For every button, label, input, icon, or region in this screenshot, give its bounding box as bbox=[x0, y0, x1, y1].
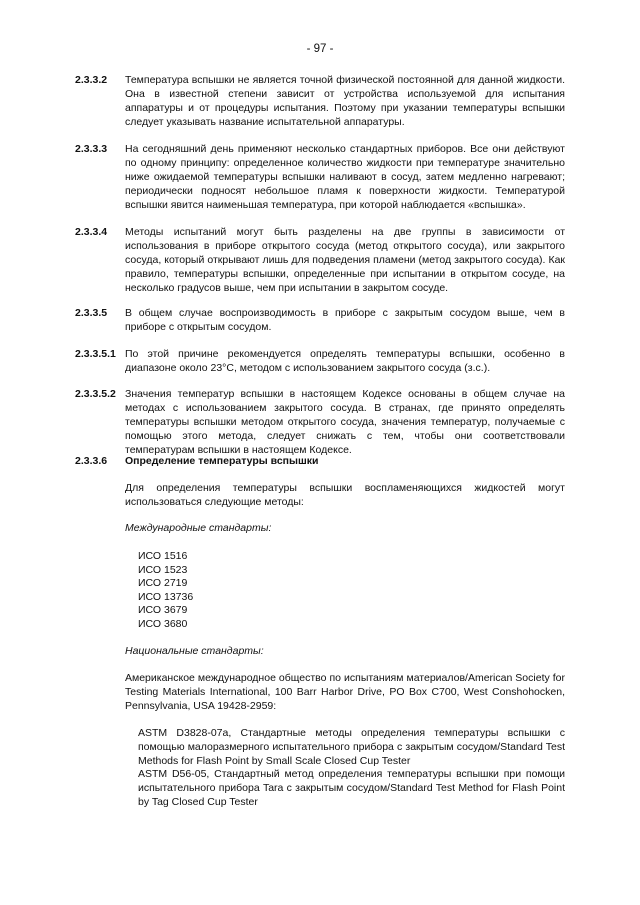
paragraph-number: 2.3.3.2 bbox=[75, 74, 108, 86]
paragraph-number: 2.3.3.5 bbox=[75, 307, 108, 319]
section-heading: Определение температуры вспышки bbox=[125, 455, 319, 467]
astm-organization: Американское международное общество по испытаниям материалов/American Society for Testing Materials International, 100 Barr Harbor Drive, PO Box C700, West Conshohocken, Pennsylvania, USA 19428-2959: bbox=[125, 672, 565, 712]
paragraph-text: На сегодняшний день применяют несколько стандартных приборов. Все они действуют по одному принципу: определенное количество жидкости при температуре значительно ниже ожидаемой температуры вспышки наливают в сосуд, затем медленно нагревают; периодически подносят небольшое пламя к поверхности жидкости. Температурой вспышки явится наименьшая температура, при которой наблюдается «вспышка». bbox=[125, 143, 565, 211]
iso-standard-item: ИСО 3680 bbox=[138, 618, 188, 630]
paragraph-number: 2.3.3.5.1 bbox=[75, 348, 116, 360]
paragraph-number: 2.3.3.4 bbox=[75, 226, 108, 238]
paragraph-text: Значения температур вспышки в настоящем Кодексе основаны в общем случае на методах с использованием закрытого сосуда. В странах, где принято определять температуры вспышки методом открытого сосуда, значения температур, получаемые с помощью этого метода, следует снижать с тем, чтобы они соответствовали температурам вспышки в настоящем Кодексе. bbox=[125, 388, 565, 456]
iso-standard-item: ИСО 1516 bbox=[138, 550, 188, 562]
international-standards-label: Международные стандарты: bbox=[125, 522, 272, 534]
section-number: 2.3.3.6 bbox=[75, 455, 108, 467]
paragraph-text: Методы испытаний могут быть разделены на две группы в зависимости от использования в приборе открытого сосуда (метод открытого сосуда), или закрытого сосуда, который открывают лишь для подведения пламени (метод закрытого сосуда). Как правило, температуры вспышки, определенные при испытании в открытом сосуде, на несколько градусов выше, чем при испытании в закрытом сосуде. bbox=[125, 226, 565, 294]
paragraph-text: По этой причине рекомендуется определять температуры вспышки, особенно в диапазоне около 23°С, методом с использованием закрытого сосуда (з.с.). bbox=[125, 348, 565, 374]
iso-standard-item: ИСО 13736 bbox=[138, 591, 194, 603]
paragraph-number: 2.3.3.3 bbox=[75, 143, 108, 155]
section-intro: Для определения температуры вспышки воспламеняющихся жидкостей могут использоваться следующие методы: bbox=[125, 482, 565, 508]
astm-standard-item: ASTM D3828-07a, Стандартные методы определения температуры вспышки с помощью малоразмерного испытательного прибора с закрытым сосудом/Standard Test Methods for Flash Point by Small Scale Closed Cup Tester bbox=[138, 727, 565, 767]
page-number: - 97 - bbox=[306, 43, 334, 55]
paragraph-text: В общем случае воспроизводимость в приборе с закрытым сосудом выше, чем в приборе с открытым сосудом. bbox=[125, 307, 565, 333]
iso-standard-item: ИСО 1523 bbox=[138, 564, 188, 576]
astm-standard-item: ASTM D56-05, Стандартный метод определения температуры вспышки при помощи испытательного прибора Tara с закрытым сосудом/Standard Test Method for Flash Point by Tag Closed Cup Tester bbox=[138, 768, 565, 808]
national-standards-label: Национальные стандарты: bbox=[125, 645, 264, 657]
paragraph-text: Температура вспышки не является точной физической постоянной для данной жидкости. Она в известной степени зависит от устройства используемой для испытания аппаратуры и от процедуры испытания. Поэтому при указании температуры вспышки следует указывать название испытательной аппаратуры. bbox=[125, 74, 565, 128]
iso-standard-item: ИСО 2719 bbox=[138, 577, 188, 589]
iso-standard-item: ИСО 3679 bbox=[138, 604, 188, 616]
paragraph-number: 2.3.3.5.2 bbox=[75, 388, 116, 400]
